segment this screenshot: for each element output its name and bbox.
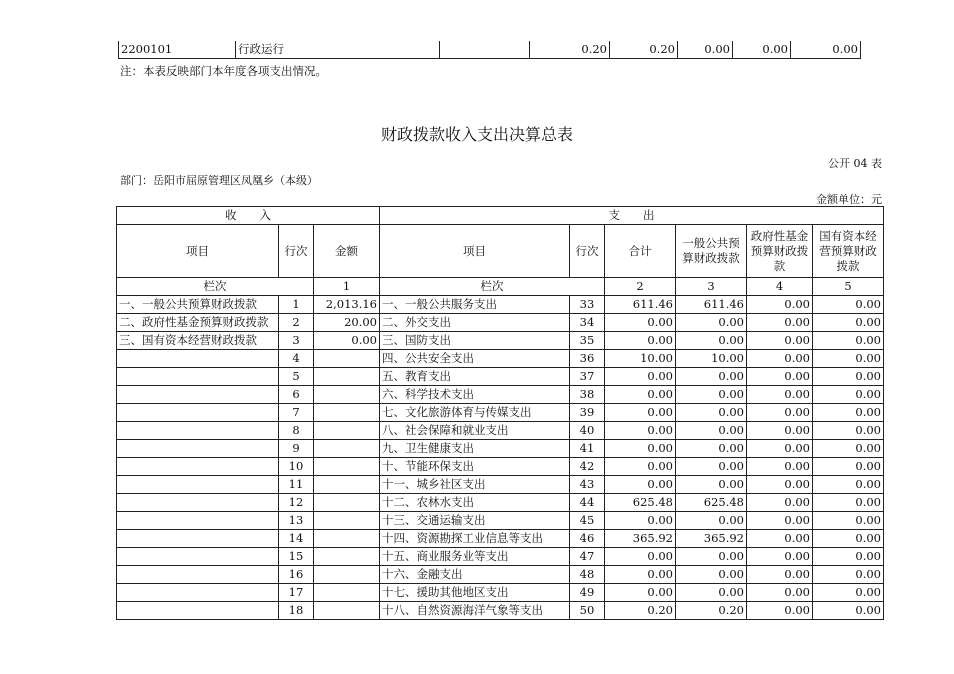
income-line: 8 (279, 422, 314, 440)
expense-line: 44 (570, 494, 605, 512)
expense-line: 36 (570, 350, 605, 368)
total-value: 0.00 (605, 458, 676, 476)
total-value: 0.00 (605, 332, 676, 350)
expense-item: 十五、商业服务业等支出 (380, 548, 570, 566)
table-row (117, 386, 884, 404)
total-value: 0.00 (605, 314, 676, 332)
income-amount (314, 602, 380, 620)
state-capital-value: 0.00 (813, 332, 884, 350)
expense-line: 40 (570, 422, 605, 440)
expense-item: 五、教育支出 (380, 368, 570, 386)
state-capital-value: 0.00 (813, 476, 884, 494)
general-budget-value: 0.00 (676, 314, 747, 332)
income-item (117, 584, 279, 602)
gov-fund-value: 0.00 (747, 422, 813, 440)
expense-header: 支 出 (380, 207, 884, 225)
expense-line: 34 (570, 314, 605, 332)
gov-fund-value: 0.00 (747, 530, 813, 548)
total-value: 0.00 (605, 422, 676, 440)
col-num: 4 (747, 278, 813, 296)
income-item (117, 404, 279, 422)
expense-line: 50 (570, 602, 605, 620)
general-budget-value: 611.46 (676, 296, 747, 314)
top-value: 0.20 (610, 41, 678, 59)
income-item (117, 350, 279, 368)
expense-item: 二、外交支出 (380, 314, 570, 332)
expense-line: 41 (570, 440, 605, 458)
gov-fund-header: 政府性基金预算财政拨款 (747, 225, 813, 278)
col-num: 2 (605, 278, 676, 296)
total-value: 0.00 (605, 404, 676, 422)
income-item: 一、一般公共预算财政拨款 (117, 296, 279, 314)
state-capital-value: 0.00 (813, 494, 884, 512)
income-line: 10 (279, 458, 314, 476)
expense-line: 37 (570, 368, 605, 386)
general-budget-value: 0.00 (676, 386, 747, 404)
expense-item: 十三、交通运输支出 (380, 512, 570, 530)
gov-fund-value: 0.00 (747, 440, 813, 458)
income-item (117, 602, 279, 620)
unit-label: 金额单位：元 (816, 193, 882, 206)
general-budget-value: 0.00 (676, 368, 747, 386)
state-capital-value: 0.00 (813, 440, 884, 458)
state-capital-value: 0.00 (813, 404, 884, 422)
income-amount (314, 350, 380, 368)
total-value: 0.00 (605, 566, 676, 584)
gov-fund-value: 0.00 (747, 566, 813, 584)
top-value: 0.00 (733, 41, 791, 59)
income-amount (314, 494, 380, 512)
col-num: 1 (314, 278, 380, 296)
col-label: 栏次 (380, 278, 605, 296)
expense-item: 十、节能环保支出 (380, 458, 570, 476)
general-budget-value: 0.20 (676, 602, 747, 620)
gov-fund-value: 0.00 (747, 332, 813, 350)
expense-line: 43 (570, 476, 605, 494)
expense-item: 七、文化旅游体育与传媒支出 (380, 404, 570, 422)
expense-line: 39 (570, 404, 605, 422)
total-value: 0.00 (605, 476, 676, 494)
general-budget-value: 365.92 (676, 530, 747, 548)
state-capital-value: 0.00 (813, 368, 884, 386)
income-item (117, 386, 279, 404)
gov-fund-value: 0.00 (747, 314, 813, 332)
gov-fund-value: 0.00 (747, 494, 813, 512)
expense-line: 33 (570, 296, 605, 314)
income-header: 收 入 (117, 207, 380, 225)
section-header-row (117, 207, 884, 225)
income-amount-header: 金额 (314, 225, 380, 278)
total-header: 合计 (605, 225, 676, 278)
general-budget-header: 一般公共预算财政拨款 (676, 225, 747, 278)
expense-item: 八、社会保障和就业支出 (380, 422, 570, 440)
col-label: 栏次 (117, 278, 314, 296)
income-amount (314, 530, 380, 548)
income-amount (314, 584, 380, 602)
expense-item: 六、科学技术支出 (380, 386, 570, 404)
expense-item: 九、卫生健康支出 (380, 440, 570, 458)
income-line: 12 (279, 494, 314, 512)
income-line: 13 (279, 512, 314, 530)
top-value: 0.20 (530, 41, 610, 59)
gov-fund-value: 0.00 (747, 350, 813, 368)
general-budget-value: 0.00 (676, 566, 747, 584)
income-amount (314, 512, 380, 530)
state-capital-value: 0.00 (813, 530, 884, 548)
top-continuation-table (118, 41, 861, 59)
table-row (117, 458, 884, 476)
table-row (117, 566, 884, 584)
general-budget-value: 625.48 (676, 494, 747, 512)
col-num: 5 (813, 278, 884, 296)
general-budget-value: 0.00 (676, 584, 747, 602)
table-row (117, 296, 884, 314)
total-value: 611.46 (605, 296, 676, 314)
income-item-header: 项目 (117, 225, 279, 278)
top-value: 0.00 (678, 41, 733, 59)
income-amount (314, 548, 380, 566)
expense-item: 十四、资源勘探工业信息等支出 (380, 530, 570, 548)
column-number-row (117, 278, 884, 296)
general-budget-value: 0.00 (676, 476, 747, 494)
gov-fund-value: 0.00 (747, 476, 813, 494)
state-capital-value: 0.00 (813, 458, 884, 476)
income-line: 6 (279, 386, 314, 404)
general-budget-value: 0.00 (676, 332, 747, 350)
expense-item: 十二、农林水支出 (380, 494, 570, 512)
income-line: 2 (279, 314, 314, 332)
top-row (119, 41, 861, 59)
expense-item: 十八、自然资源海洋气象等支出 (380, 602, 570, 620)
table-row (117, 602, 884, 620)
income-item (117, 458, 279, 476)
state-capital-value: 0.00 (813, 314, 884, 332)
expense-line: 49 (570, 584, 605, 602)
table-row (117, 314, 884, 332)
top-code: 2200101 (119, 41, 236, 59)
income-item (117, 548, 279, 566)
total-value: 0.00 (605, 584, 676, 602)
income-item (117, 530, 279, 548)
gov-fund-value: 0.00 (747, 404, 813, 422)
page-title: 财政拨款收入支出决算总表 (380, 125, 573, 144)
budget-summary-table (116, 206, 884, 620)
state-capital-header: 国有资本经营预算财政拨款 (813, 225, 884, 278)
table-row (117, 332, 884, 350)
expense-line: 48 (570, 566, 605, 584)
income-item: 二、政府性基金预算财政拨款 (117, 314, 279, 332)
state-capital-value: 0.00 (813, 584, 884, 602)
income-amount: 0.00 (314, 332, 380, 350)
col-num: 3 (676, 278, 747, 296)
expense-item: 三、国防支出 (380, 332, 570, 350)
table-row (117, 368, 884, 386)
expense-line: 42 (570, 458, 605, 476)
income-item (117, 566, 279, 584)
total-value: 0.00 (605, 368, 676, 386)
expense-item: 十六、金融支出 (380, 566, 570, 584)
table-row (117, 476, 884, 494)
income-amount: 2,013.16 (314, 296, 380, 314)
general-budget-value: 10.00 (676, 350, 747, 368)
income-amount (314, 368, 380, 386)
income-line-header: 行次 (279, 225, 314, 278)
state-capital-value: 0.00 (813, 296, 884, 314)
gov-fund-value: 0.00 (747, 368, 813, 386)
state-capital-value: 0.00 (813, 602, 884, 620)
income-item: 三、国有资本经营财政拨款 (117, 332, 279, 350)
general-budget-value: 0.00 (676, 512, 747, 530)
gov-fund-value: 0.00 (747, 548, 813, 566)
gov-fund-value: 0.00 (747, 458, 813, 476)
expense-line: 47 (570, 548, 605, 566)
gov-fund-value: 0.00 (747, 296, 813, 314)
expense-line: 46 (570, 530, 605, 548)
income-amount (314, 566, 380, 584)
income-line: 16 (279, 566, 314, 584)
income-item (117, 422, 279, 440)
income-line: 15 (279, 548, 314, 566)
expense-line: 35 (570, 332, 605, 350)
department-label: 部门：岳阳市屈原管理区凤凰乡（本级） (120, 174, 318, 187)
total-value: 625.48 (605, 494, 676, 512)
expense-line: 38 (570, 386, 605, 404)
income-item (117, 512, 279, 530)
income-amount (314, 404, 380, 422)
income-amount (314, 440, 380, 458)
income-line: 7 (279, 404, 314, 422)
expense-line-header: 行次 (570, 225, 605, 278)
income-amount (314, 476, 380, 494)
income-line: 5 (279, 368, 314, 386)
income-line: 11 (279, 476, 314, 494)
gov-fund-value: 0.00 (747, 512, 813, 530)
income-amount (314, 458, 380, 476)
expense-item: 十一、城乡社区支出 (380, 476, 570, 494)
state-capital-value: 0.00 (813, 548, 884, 566)
expense-item: 四、公共安全支出 (380, 350, 570, 368)
income-item (117, 494, 279, 512)
expense-item: 十七、援助其他地区支出 (380, 584, 570, 602)
table-row (117, 512, 884, 530)
table-row (117, 584, 884, 602)
total-value: 0.00 (605, 440, 676, 458)
table-row (117, 548, 884, 566)
total-value: 0.00 (605, 386, 676, 404)
total-value: 365.92 (605, 530, 676, 548)
state-capital-value: 0.00 (813, 512, 884, 530)
expense-item: 一、一般公共服务支出 (380, 296, 570, 314)
table-row (117, 350, 884, 368)
expense-line: 45 (570, 512, 605, 530)
table-row (117, 422, 884, 440)
income-amount: 20.00 (314, 314, 380, 332)
form-number: 公开 04 表 (828, 157, 882, 170)
general-budget-value: 0.00 (676, 548, 747, 566)
income-amount (314, 422, 380, 440)
expense-item-header: 项目 (380, 225, 570, 278)
state-capital-value: 0.00 (813, 422, 884, 440)
income-line: 3 (279, 332, 314, 350)
column-header-row (117, 225, 884, 278)
income-amount (314, 386, 380, 404)
table-row (117, 404, 884, 422)
gov-fund-value: 0.00 (747, 584, 813, 602)
state-capital-value: 0.00 (813, 350, 884, 368)
income-item (117, 368, 279, 386)
gov-fund-value: 0.00 (747, 602, 813, 620)
general-budget-value: 0.00 (676, 440, 747, 458)
income-line: 9 (279, 440, 314, 458)
income-item (117, 440, 279, 458)
top-name: 行政运行 (236, 41, 440, 59)
table-row (117, 494, 884, 512)
income-line: 18 (279, 602, 314, 620)
table-row (117, 530, 884, 548)
total-value: 0.20 (605, 602, 676, 620)
top-value: 0.00 (791, 41, 861, 59)
general-budget-value: 0.00 (676, 404, 747, 422)
income-line: 14 (279, 530, 314, 548)
income-line: 4 (279, 350, 314, 368)
general-budget-value: 0.00 (676, 422, 747, 440)
state-capital-value: 0.00 (813, 566, 884, 584)
income-item (117, 476, 279, 494)
top-note: 注：本表反映部门本年度各项支出情况。 (120, 64, 327, 78)
income-line: 17 (279, 584, 314, 602)
general-budget-value: 0.00 (676, 458, 747, 476)
state-capital-value: 0.00 (813, 386, 884, 404)
income-line: 1 (279, 296, 314, 314)
total-value: 0.00 (605, 548, 676, 566)
table-row (117, 440, 884, 458)
gov-fund-value: 0.00 (747, 386, 813, 404)
total-value: 10.00 (605, 350, 676, 368)
total-value: 0.00 (605, 512, 676, 530)
